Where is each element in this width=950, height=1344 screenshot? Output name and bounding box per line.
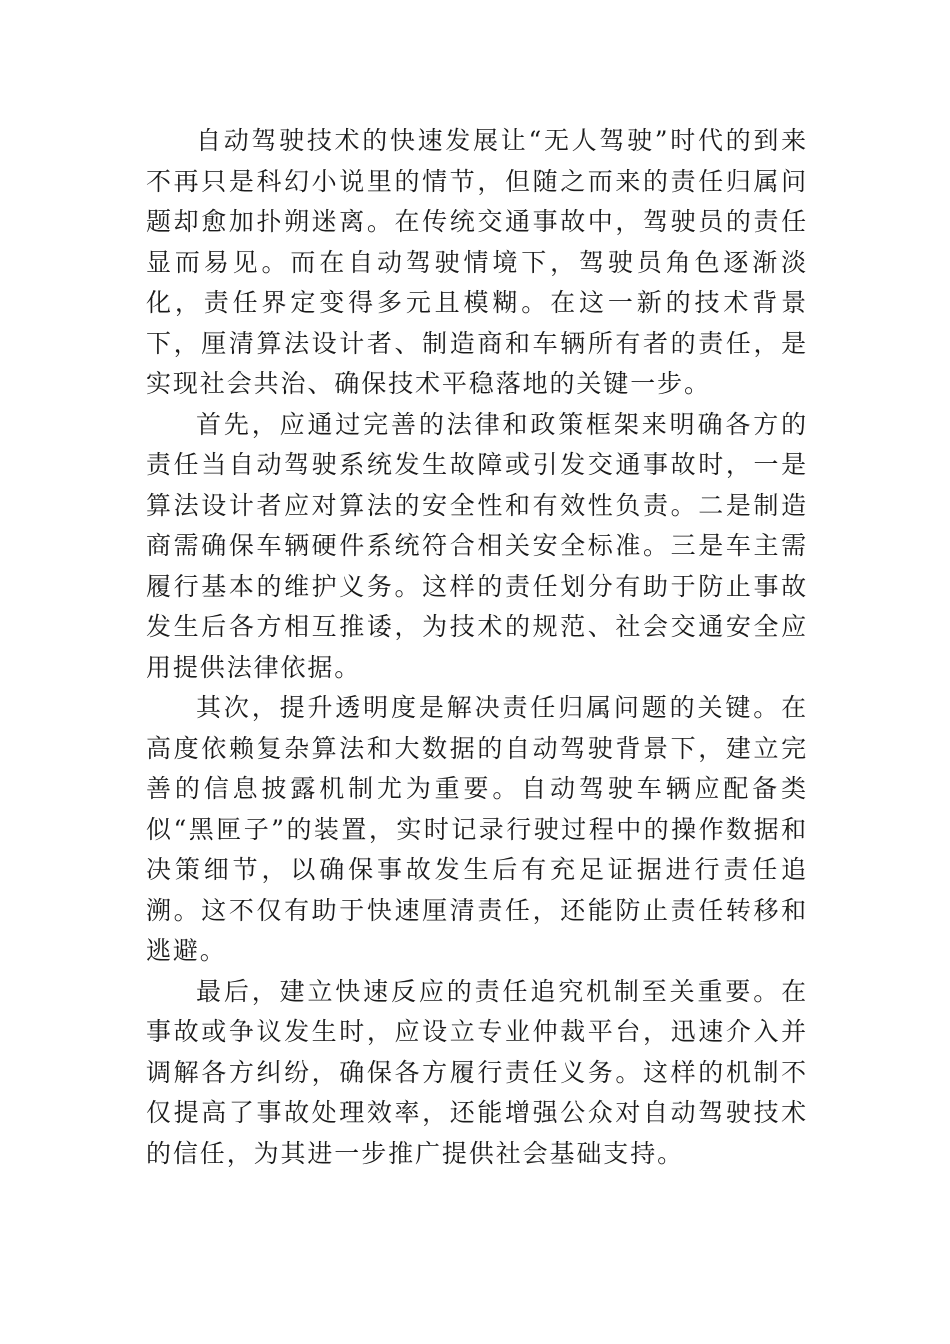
paragraph-second: 其次，提升透明度是解决责任归属问题的关键。在高度依赖复杂算法和大数据的自动驾驶背景下，建立完善的信息披露机制尤为重要。自动驾驶车辆应配备类似“黑匣子”的装置，实时记录行驶过程中的操作数据和决策细节，以确保事故发生后有充足证据进行责任追溯。这不仅有助于快速厘清责任，还能防止责任转移和逃避。 <box>146 693 808 965</box>
paragraph-intro: 自动驾驶技术的快速发展让“无人驾驶”时代的到来不再只是科幻小说里的情节，但随之而来的责任归属问题却愈加扑朔迷离。在传统交通事故中，驾驶员的责任显而易见。而在自动驾驶情境下，驾驶员角色逐渐淡化，责任界定变得多元且模糊。在这一新的技术背景下，厘清算法设计者、制造商和车辆所有者的责任，是实现社会共治、确保技术平稳落地的关键一步。 <box>146 126 808 398</box>
paragraph-last: 最后，建立快速反应的责任追究机制至关重要。在事故或争议发生时，应设立专业仲裁平台，迅速介入并调解各方纠纷，确保各方履行责任义务。这样的机制不仅提高了事故处理效率，还能增强公众对自动驾驶技术的信任，为其进一步推广提供社会基础支持。 <box>146 976 808 1168</box>
document-body <box>146 121 808 1174</box>
paragraph-first: 首先，应通过完善的法律和政策框架来明确各方的责任当自动驾驶系统发生故障或引发交通事故时，一是算法设计者应对算法的安全性和有效性负责。二是制造商需确保车辆硬件系统符合相关安全标准。三是车主需履行基本的维护义务。这样的责任划分有助于防止事故发生后各方相互推诿，为技术的规范、社会交通安全应用提供法律依据。 <box>146 409 808 682</box>
